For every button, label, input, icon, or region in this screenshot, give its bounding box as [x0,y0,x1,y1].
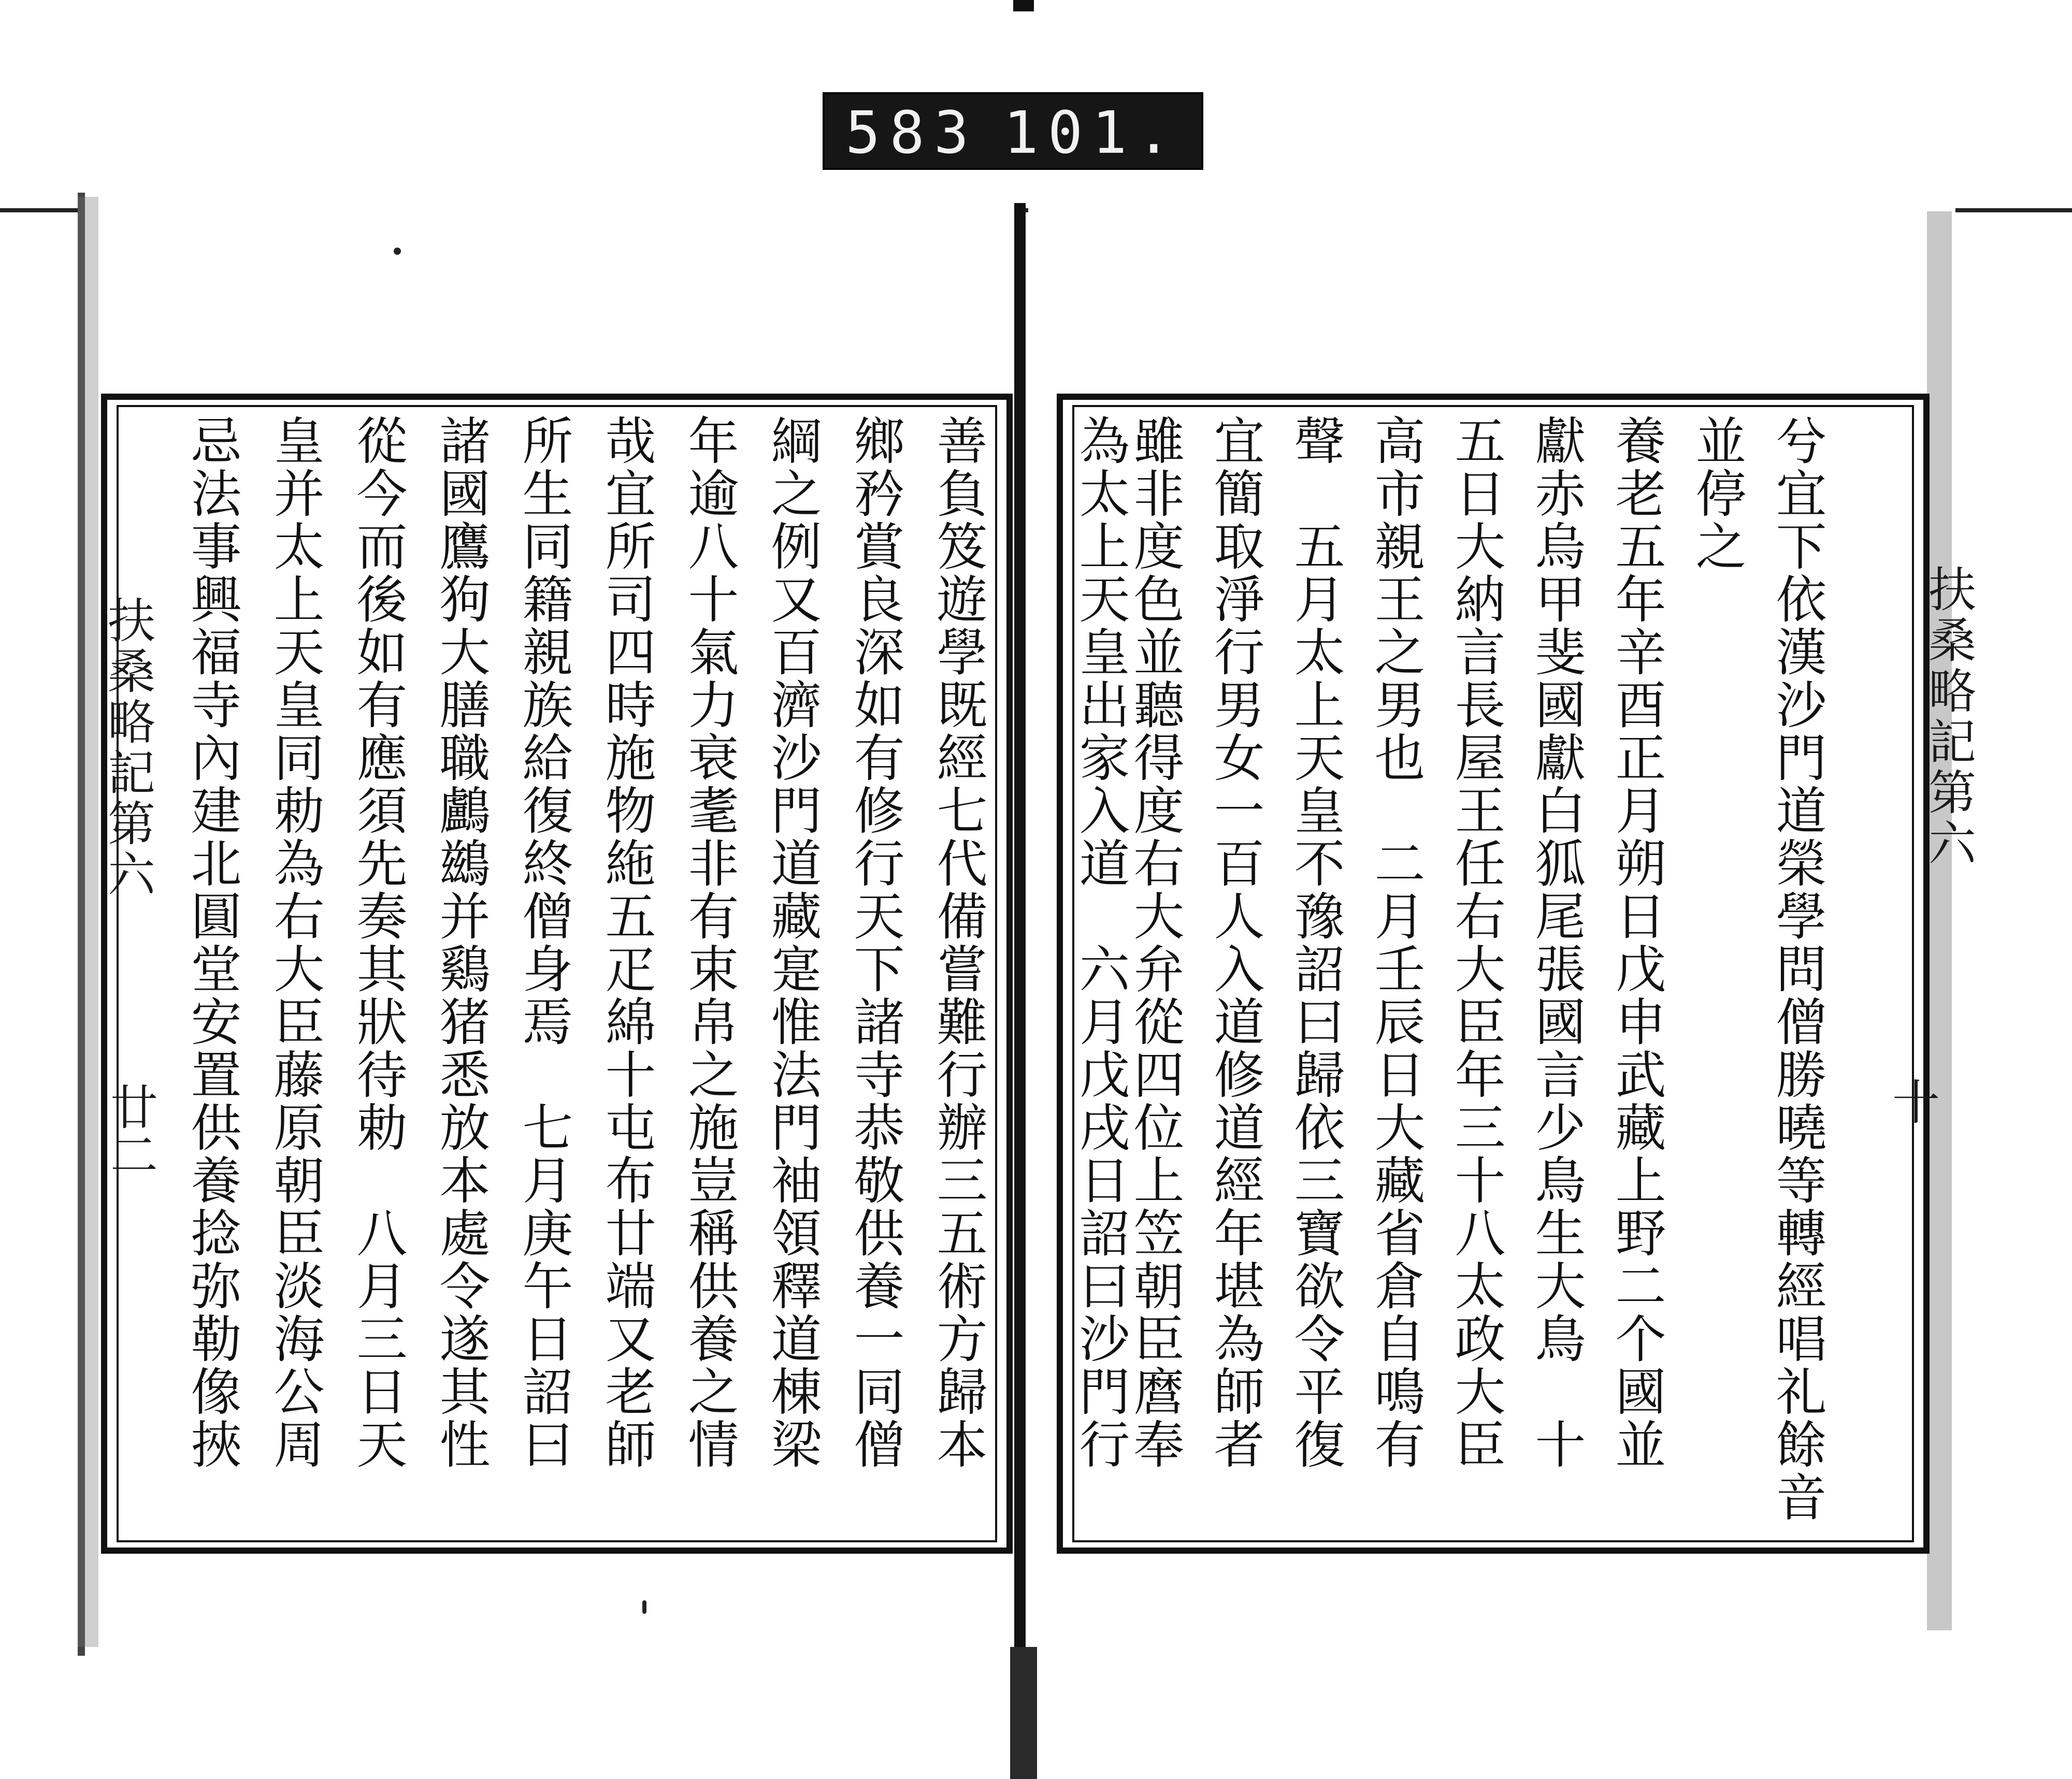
right-column-8: 宜簡取淨行男女一百人入道修道經年堪為師者 [1205,414,1264,1471]
left-folio: 廿二 [103,1082,158,1178]
film-frame-number: 101. [1003,99,1181,167]
left-column-3: 綱之例又百濟沙門道藏寔惟法門袖領釋道棟梁 [762,414,822,1471]
left-column-9: 皇并太上天皇同勅為右大臣藤原朝臣淡海公周 [265,414,324,1471]
right-page-edge-shadow [1927,211,1952,1630]
right-column-2: 並停之 [1687,414,1746,573]
left-column-6: 所生同籍親族給復終僧身焉 七月庚午日詔曰 [514,414,573,1471]
left-column-4: 年逾八十氣力衰耄非有束帛之施豈稱供養之情 [680,414,739,1471]
right-folio: 十 [1884,1077,1940,1125]
left-column-5: 哉宜所司四時施物絁五疋綿十屯布廿端又老師 [597,414,656,1471]
left-column-2: 鄉矜賞良深如有修行天下諸寺恭敬供養一同僧 [845,414,904,1471]
scan-speck [394,248,401,255]
right-column-3: 養老五年辛酉正月朔日戊申武藏上野二个國並 [1607,414,1666,1471]
right-margin-title: 扶桑略記第六 [1921,565,1976,869]
right-column-1: 兮宜下依漢沙門道榮學問僧勝曉等轉經唱礼餘音 [1767,414,1826,1524]
right-column-7: 聲 五月太上天皇不豫詔曰歸依三寶欲令平復 [1286,414,1345,1471]
film-frame-label [823,92,1203,170]
left-margin-title: 扶桑略記第六 [100,596,155,900]
left-column-8: 從今而後如有應須先奏其狀待勅 八月三日天 [348,414,407,1471]
scan-top-notch [1013,0,1034,11]
left-column-10: 忌法事興福寺內建北圓堂安置供養捻弥勒像挾 [182,414,241,1471]
left-page-edge-shadow [78,197,98,1647]
right-column-6: 高市親王之男也 二月壬辰日大藏省倉自鳴有 [1366,414,1425,1471]
right-column-9: 雖非度色並聽得度右大弁從四位上笠朝臣麿奉 [1125,414,1184,1471]
right-column-5: 五日大納言長屋王任右大臣年三十八太政大臣 [1446,414,1505,1471]
film-reel-number: 583 [845,99,979,167]
scan-speck [642,1600,646,1614]
left-column-1: 善負笈遊學既經七代備嘗難行辦三五術方歸本 [928,414,987,1471]
book-gutter-bottom [1010,1647,1037,1779]
right-column-10: 為太上天皇出家入道 六月戊戌日詔曰沙門行 [1071,414,1130,1471]
right-column-4: 獻赤烏甲斐國獻白狐尾張國言少鳥生大鳥 十 [1527,414,1586,1471]
book-gutter [1014,203,1026,1658]
left-column-7: 諸國鷹狗大膳職鸕鷀并鷄猪悉放本處令遂其性 [431,414,490,1471]
